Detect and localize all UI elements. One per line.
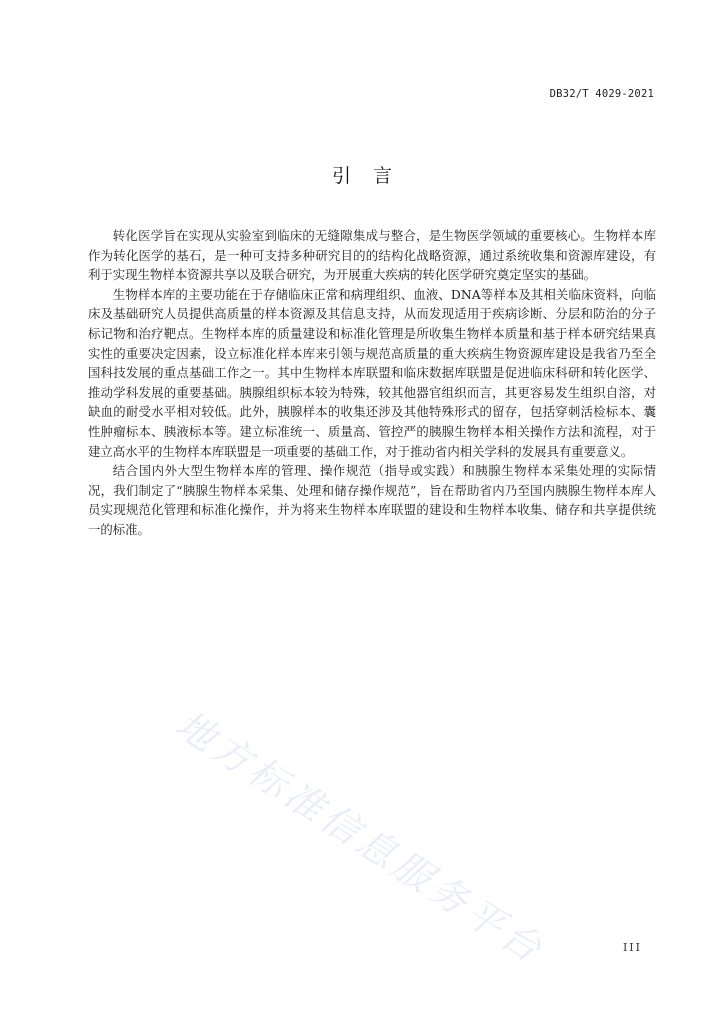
page-number: III (622, 941, 642, 954)
paragraph-3: 结合国内外大型生物样本库的管理、操作规范（指导或实践）和胰腺生物样本采集处理的实际情况，我们制定了“胰腺生物样本采集、处理和储存操作规范”，旨在帮助省内乃至国内胰腺生物样本库人员实现规范化管理和标准化操作，并为将来生物样本库联盟的建设和生物样本收集、储存和共享提供统一的标准。 (88, 463, 656, 537)
paragraph-2: 生物样本库的主要功能在于存储临床正常和病理组织、血液、DNA等样本及其相关临床资料，向临床及基础研究人员提供高质量的样本资源及其信息支持，从而发现适用于疾病诊断、分层和防治的分子标记物和治疗靶点。生物样本库的质量建设和标准化管理是所收集生物样本质量和基于样本研究结果真实性的重要决定因素，设立标准化样本库来引领与规范高质量的重大疾病生物资源库建设是我省乃至全国科技发展的重点基础工作之一。其中生物样本库联盟和临床数据库联盟是促进临床科研和转化医学、推动学科发展的重要基础。胰腺组织标本较为特殊，较其他器官组织而言，其更容易发生组织自溶，对缺血的耐受水平相对较低。此外，胰腺样本的收集还涉及其他特殊形式的留存，包括穿刺活检标本、囊性肿瘤标本、胰液标本等。建立标准统一、质量高、管控严的胰腺生物样本相关操作方法和流程，对于建立高水平的生物样本库联盟是一项重要的基础工作，对于推动省内相关学科的发展具有重要意义。 (88, 286, 656, 459)
document-code: DB32/T 4029-2021 (549, 88, 654, 100)
paragraph-1: 转化医学旨在实现从实验室到临床的无缝隙集成与整合，是生物医学领域的重要核心。生物样本库作为转化医学的基石，是一种可支持多种研究目的的结构化战略资源，通过系统收集和资源库建设，有利于实现生物样本资源共享以及联合研究，为开展重大疾病的转化医学研究奠定坚实的基础。 (88, 228, 656, 283)
body-text (88, 226, 656, 540)
watermark: 地方标准信息服务平台 (168, 701, 553, 974)
page-title: 引言 (331, 165, 414, 187)
